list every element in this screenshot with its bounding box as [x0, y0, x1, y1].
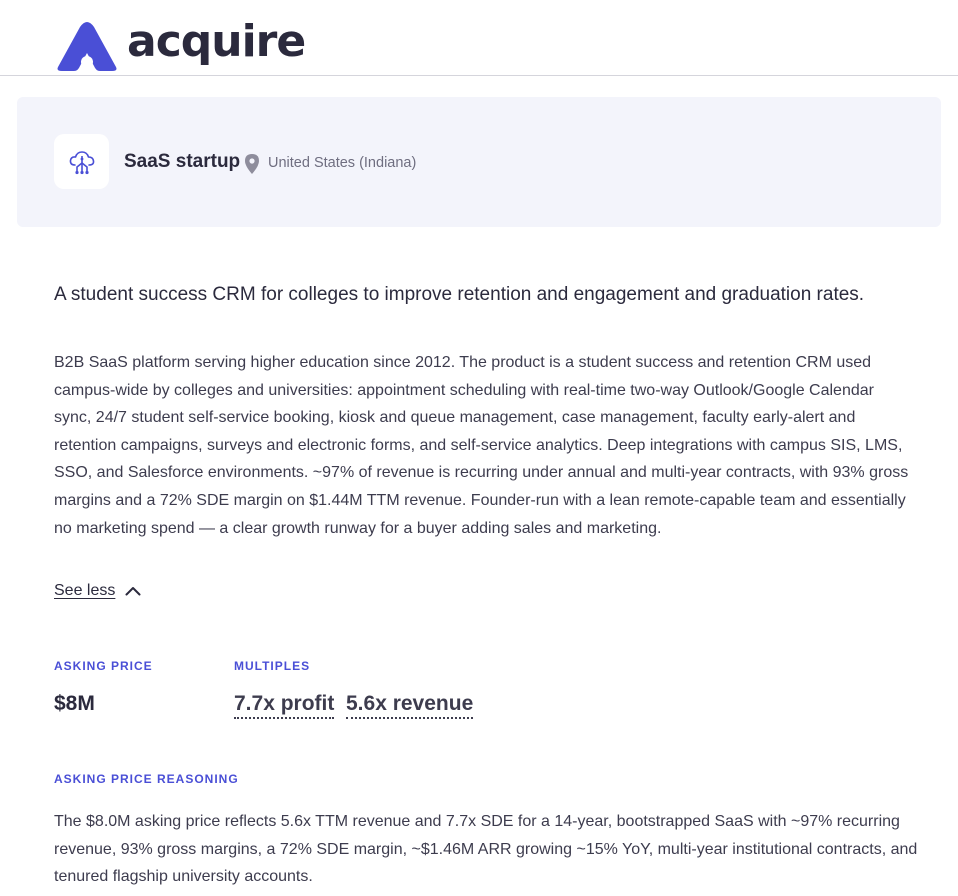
- listing-description: B2B SaaS platform serving higher education since 2012. The product is a student success and retention CRM used campus-wide by colleges and universities: appointment scheduling with real-time two-way Outlook/Google Calendar sync, 24/7 student self-service booking, kiosk and queue management, case management, faculty early-alert and retention campaigns, surveys and electronic forms, and self-service analytics. Deep integrations with campus SIS, LMS, SSO, and Salesforce environments. ~97% of revenue is recurring under annual and multi-year contracts, with 93% gross margins and a 72% SDE margin on $1.44M TTM revenue. Founder-run with a lean remote-capable team and essentially no marketing spend — a clear growth runway for a buyer adding sales and marketing.: [54, 354, 909, 537]
- revenue-multiple[interactable]: 5.6x revenue: [346, 692, 473, 719]
- asking-price-reasoning: The $8.0M asking price reflects 5.6x TTM revenue and 7.7x SDE for a 14-year, bootstrapped SaaS with ~97% recurring revenue, 93% gross margins, a 72% SDE margin, ~$1.46M ARR growing ~15% YoY, multi-year institutional contracts, and tenured flagship university accounts.: [54, 813, 918, 886]
- listing-headline: A student success CRM for colleges to improve retention and engagement and graduation rates.: [54, 284, 865, 305]
- top-navigation-bar: [0, 0, 958, 76]
- chevron-up-icon: [125, 586, 141, 596]
- brand-name: acquire: [127, 16, 306, 67]
- location-pin-icon: [244, 154, 260, 174]
- acquire-logo-icon: [54, 19, 120, 71]
- cloud-network-icon: [67, 147, 97, 177]
- acquire-logo[interactable]: [54, 18, 305, 72]
- listing-title: SaaS startup: [124, 151, 241, 172]
- see-less-toggle[interactable]: [54, 582, 141, 600]
- listing-location: United States (Indiana): [268, 155, 417, 171]
- asking-price-label: ASKING PRICE: [54, 659, 153, 673]
- asking-price-value: $8M: [54, 692, 95, 715]
- multiples-label: MULTIPLES: [234, 659, 311, 673]
- see-less-label: See less: [54, 582, 116, 599]
- listing-avatar: [54, 134, 109, 189]
- listing-summary-card: [17, 97, 941, 227]
- asking-price-reasoning-label: ASKING PRICE REASONING: [54, 772, 239, 786]
- profit-multiple[interactable]: 7.7x profit: [234, 692, 334, 719]
